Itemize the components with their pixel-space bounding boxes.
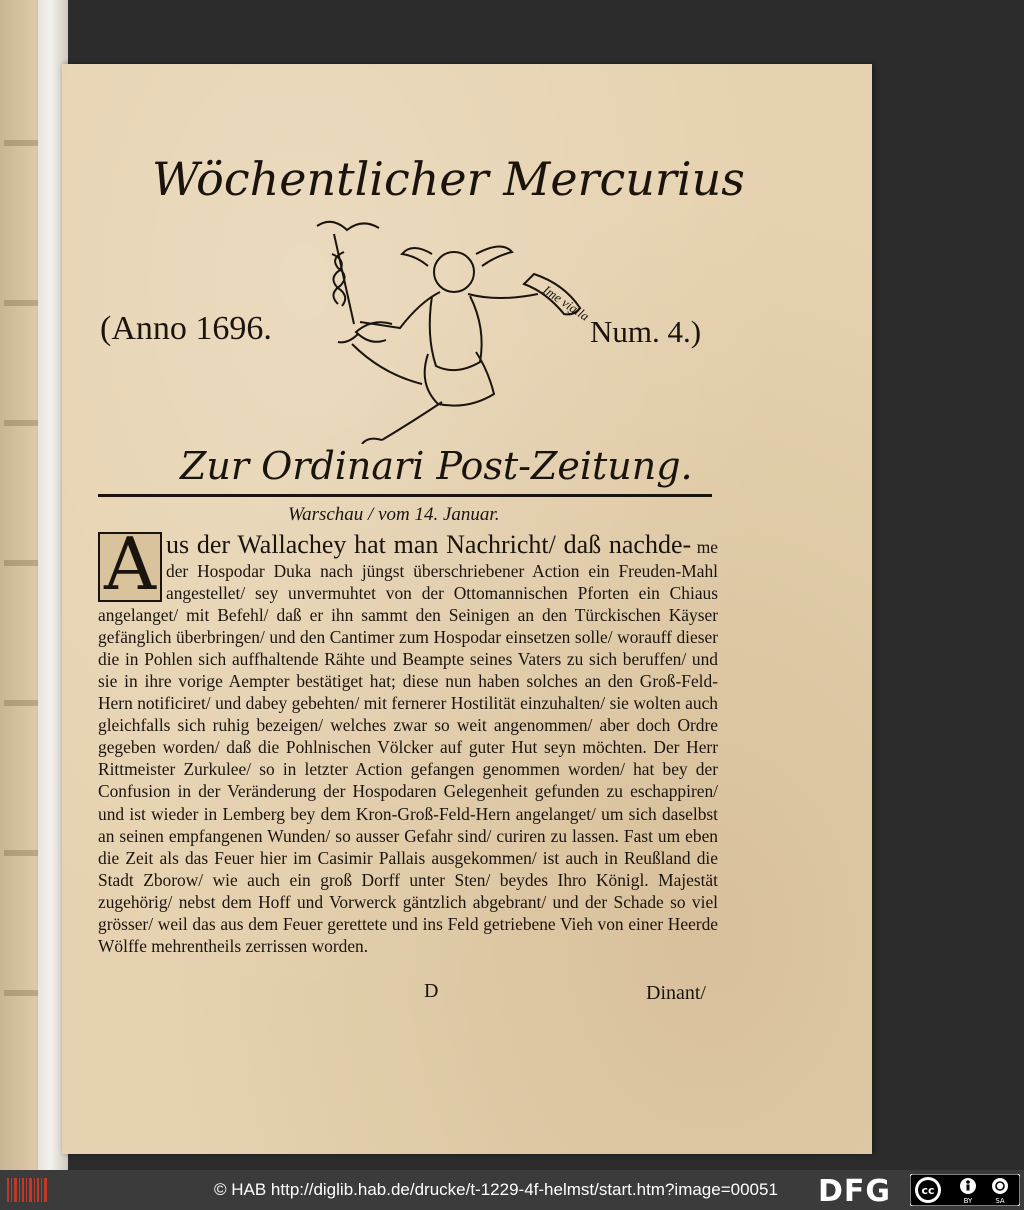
mercury-woodcut-illustration bbox=[272, 214, 612, 444]
scroll-motto: Ime vigila bbox=[540, 282, 593, 324]
newspaper-page bbox=[62, 64, 872, 1154]
svg-text:SA: SA bbox=[995, 1197, 1005, 1205]
issue-number: Num. 4.) bbox=[590, 314, 702, 349]
cc-license-badge[interactable] bbox=[910, 1174, 1020, 1206]
svg-text:BY: BY bbox=[963, 1197, 973, 1205]
dropcap-initial: A bbox=[98, 532, 162, 602]
article-body bbox=[98, 522, 718, 957]
masthead-title: Wöchentlicher Mercurius bbox=[152, 152, 745, 206]
cc-icon bbox=[915, 1177, 941, 1203]
dateline: Warschau / vom 14. Januar. bbox=[288, 504, 500, 525]
issue-year: (Anno 1696. bbox=[100, 310, 272, 347]
barcode-icon bbox=[6, 1176, 50, 1204]
viewer-footer bbox=[0, 1170, 1024, 1210]
dfg-logo[interactable]: DFG bbox=[818, 1174, 892, 1209]
catchword: Dinant/ bbox=[646, 982, 706, 1004]
article-first-line: us der Wallachey hat man Nachricht/ daß nachde- bbox=[166, 530, 692, 559]
signature-mark: D bbox=[424, 980, 439, 1002]
header-rule bbox=[98, 494, 712, 497]
copyright-link[interactable]: © HAB http://diglib.hab.de/drucke/t-1229-4f-helmst/start.htm?image=00051 bbox=[214, 1180, 778, 1199]
article-text: me der Hospodar Duka nach jüngst überschriebener Action ein Freuden-Mahl angestellet/ sey unvermuhtet von der Ottomannischen Pforten ein Chiaus angelanget/ mit Befehl/ daß er ihn sammt den Seinigen an den Türckischen Käyser gefänglich überbringen/ und den Cantimer zum Hospodar einsetzen solle/ worauff dieser die in Pohlen sich auffhaltende Rähte und Beampte seines Vaters zu sich beruffen/ und sie in ihre vorige Aempter bestätiget hat; diese nun haben solches an den Groß-Feld-Hern notificiret/ und dabey gebehten/ mit fernerer Hostilität einzuhalten/ sie wolten auch gleichfalls sich ruhig bezeigen/ welches zwar so weit angenommen/ aber doch Ordre gegeben worden/ daß die Pohlnischen Völcker auf guter Hut seyn möchten. Der Herr Rittmeister Zurkulee/ so in letzter Action gefangen genommen worden/ hat bey der Confusion in der Veränderung der Hospodaren Gelegenheit gefunden zu eschappiren/ und ist wieder in Lemberg bey dem Kron-Groß-Feld-Hern angelanget/ um sich daselbst an seinen empfangenen Wunden/ so ausser Gefahr sind/ curiren zu lassen. Fast um eben die Zeit als das Feuer hier im Casimir Pallais ausgekommen/ ist auch in Reußland die Stadt Zborow/ wie auch ein groß Dorff unter Sten/ beydes Ihro Königl. Majestät zugehörig/ nebst dem Hoff und Vorwerck gäntzlich abgebrant/ und der Schade so viel grösser/ weil das aus dem Feuer gerettete und ins Feld getriebene Vieh von einer Heerde Wölffe mehrentheils zerrissen worden. bbox=[98, 537, 718, 956]
svg-text:cc: cc bbox=[921, 1184, 935, 1197]
newspaper-subtitle: Zur Ordinari Post-Zeitung. bbox=[180, 444, 693, 488]
